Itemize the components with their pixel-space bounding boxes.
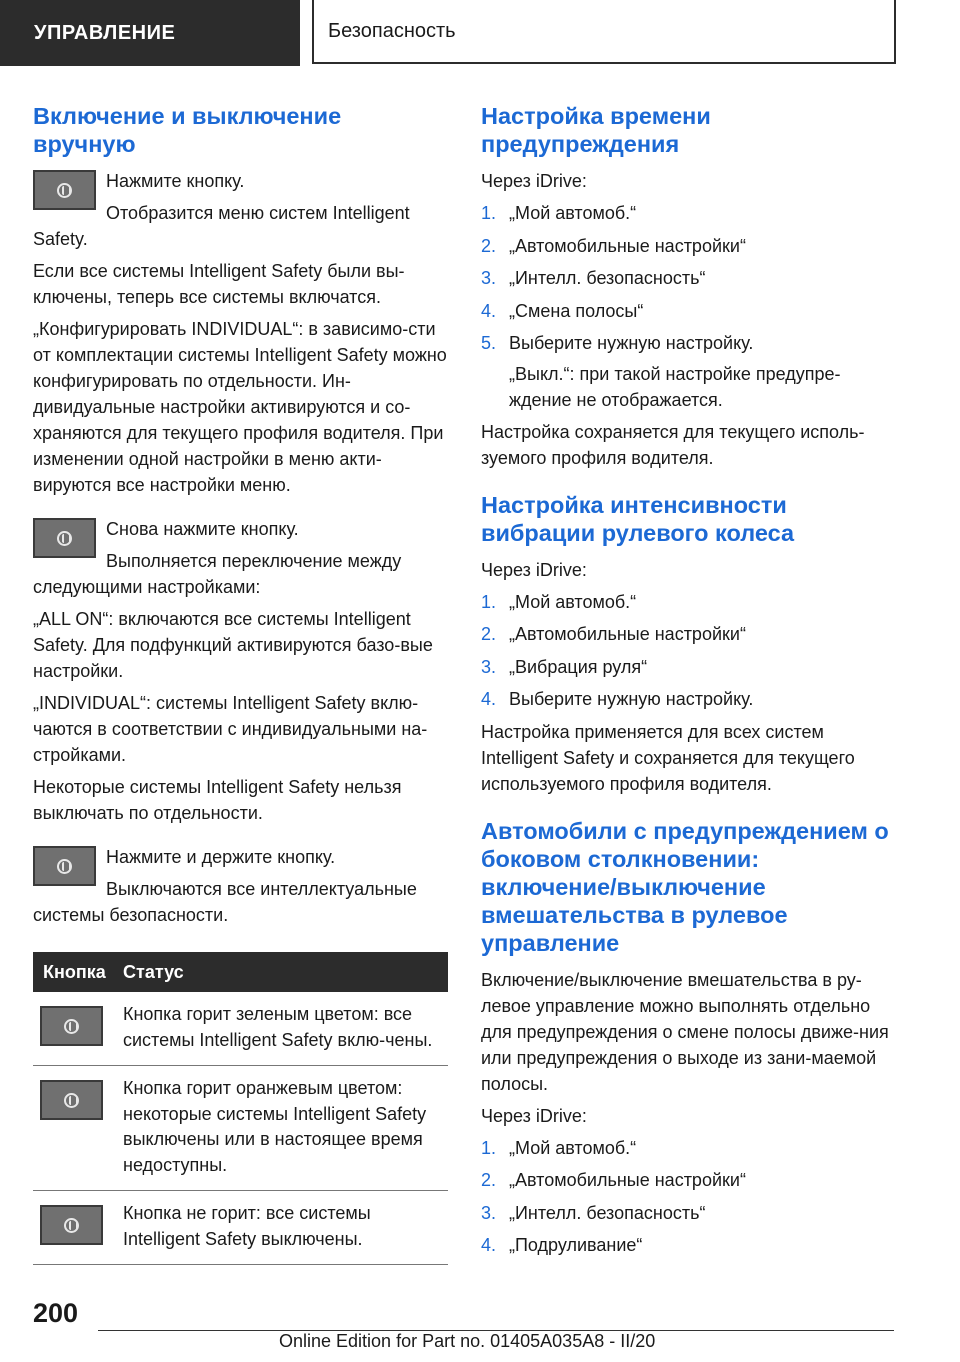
- note-off-setting: „Выкл.“: при такой настройке предупре-ждение не отображается.: [509, 363, 841, 410]
- paragraph: Настройка применяется для всех систем Intelligent Safety и сохраняется для текущего используемого профиля водителя.: [481, 721, 855, 794]
- safety-button-green-image: [40, 1006, 103, 1046]
- list-item: 3. „Вибрация руля“: [481, 656, 648, 677]
- left-column: [33, 100, 448, 1265]
- step-text: Нажмите и держите кнопку.: [106, 847, 336, 867]
- paragraph: „ALL ON“: включаются все системы Intelligent Safety. Для подфункций активируются базо-вые настройки.: [33, 609, 433, 681]
- table-header-row: [33, 952, 448, 992]
- step-text: Снова нажмите кнопку.: [106, 519, 299, 539]
- intelligent-safety-icon: [64, 1019, 79, 1034]
- list-item: 1. „Мой автомоб.“: [481, 203, 637, 223]
- intelligent-safety-icon: [57, 859, 72, 874]
- paragraph: Настройка сохраняется для текущего исполь-зуемого профиля водителя.: [481, 421, 865, 468]
- table-header-status: Статус: [123, 952, 448, 992]
- paragraph: Включение/выключение вмешательства в ру-левое управление можно выполнять отдельно для предупреждения о смене полосы движе-ния или предупреждения о выходе из зани-маемой полосы.: [481, 969, 889, 1094]
- list-item: 4. „Подруливание“: [481, 1235, 643, 1255]
- list-item: 2. „Автомобильные настройки“: [481, 1170, 746, 1190]
- heading-vibration-intensity: Настройка интенсивности вибрации рулевого колеса: [481, 491, 795, 546]
- safety-button-image: [33, 170, 96, 210]
- safety-button-orange-image: [40, 1080, 103, 1120]
- safety-button-off-image: [40, 1205, 103, 1245]
- step-press-hold: [33, 844, 448, 928]
- status-text: Кнопка горит зеленым цветом: все системы Intelligent Safety вклю-чены.: [123, 992, 448, 1066]
- via-idrive: Через iDrive:: [481, 1105, 587, 1126]
- table-row: [33, 992, 448, 1066]
- paragraph: „Конфигурировать INDIVIDUAL“: в зависимо-сти от комплектации системы Intelligent Safety можно конфигурировать по отдельности. Ин-дивидуальные настройки активируются и со-храняются для текущего профиля водителя. При изменении одной настройки в меню акти-вируются все настройки меню.: [33, 319, 447, 495]
- status-text: Кнопка горит оранжевым цветом: некоторые системы Intelligent Safety выключены или в настоящее время недоступны.: [123, 1066, 448, 1191]
- step-press-button: [33, 168, 448, 252]
- list-item: 4. Выберите нужную настройку.: [481, 689, 754, 709]
- section-title: УПРАВЛЕНИЕ: [0, 0, 300, 66]
- paragraph: „INDIVIDUAL“: системы Intelligent Safety вклю-чаются в соответствии с индивидуальными на-стройками.: [33, 693, 428, 765]
- step-text: Выполняется переключение между следующими настройками:: [33, 551, 402, 597]
- table-row: [33, 1066, 448, 1191]
- topic-title: Безопасность: [312, 0, 896, 64]
- steps-list-steering: [481, 1135, 896, 1259]
- paragraph: Некоторые системы Intelligent Safety нельзя выключать по отдельности.: [33, 777, 402, 823]
- intelligent-safety-icon: [57, 183, 72, 198]
- heading-manual-toggle: Включение и выключение вручную: [33, 103, 342, 157]
- heading-warning-time: Настройка времени предупреждения: [481, 103, 711, 157]
- safety-button-image: [33, 846, 96, 886]
- table-header-button: Кнопка: [33, 952, 123, 992]
- intelligent-safety-icon: [64, 1218, 79, 1233]
- list-item: 1. „Мой автомоб.“: [481, 1137, 637, 1158]
- right-column: [481, 100, 896, 1265]
- list-item: 4. „Смена полосы“: [481, 300, 644, 321]
- intelligent-safety-icon: [64, 1093, 79, 1108]
- button-status-table: [33, 952, 448, 1265]
- safety-button-image: [33, 518, 96, 558]
- step-text: Нажмите кнопку.: [106, 171, 245, 191]
- status-text: Кнопка не горит: все системы Intelligent Safety выключены.: [123, 1191, 448, 1265]
- list-item: 3. „Интелл. безопасность“: [481, 268, 706, 288]
- edition-note: Online Edition for Part no. 01405A035A8 - II/20: [279, 1331, 656, 1351]
- step-press-again: [33, 516, 448, 600]
- heading-steering-intervention: Автомобили с предупреждением о боковом столкновении: включение/выключение вмешательства в рулевое управление: [481, 817, 889, 956]
- step-text: Отобразится меню систем Intelligent Safety.: [33, 203, 410, 249]
- via-idrive: Через iDrive:: [481, 559, 587, 580]
- via-idrive: Через iDrive:: [481, 171, 587, 191]
- page-header: [0, 0, 960, 66]
- list-item: 3. „Интелл. безопасность“: [481, 1202, 706, 1223]
- step-text: Выключаются все интеллектуальные системы безопасности.: [33, 879, 417, 925]
- steps-list-warning-time: [481, 200, 896, 356]
- table-row: [33, 1191, 448, 1265]
- list-item: 1. „Мой автомоб.“: [481, 591, 637, 612]
- page-number: 200: [33, 1298, 79, 1328]
- intelligent-safety-icon: [57, 531, 72, 546]
- list-item: 2. „Автомобильные настройки“: [481, 235, 746, 256]
- list-item: 5. Выберите нужную настройку.: [481, 333, 754, 353]
- paragraph: Если все системы Intelligent Safety были вы-ключены, теперь все системы включатся.: [33, 261, 405, 307]
- steps-list-vibration: [481, 589, 896, 713]
- list-item: 2. „Автомобильные настройки“: [481, 624, 746, 644]
